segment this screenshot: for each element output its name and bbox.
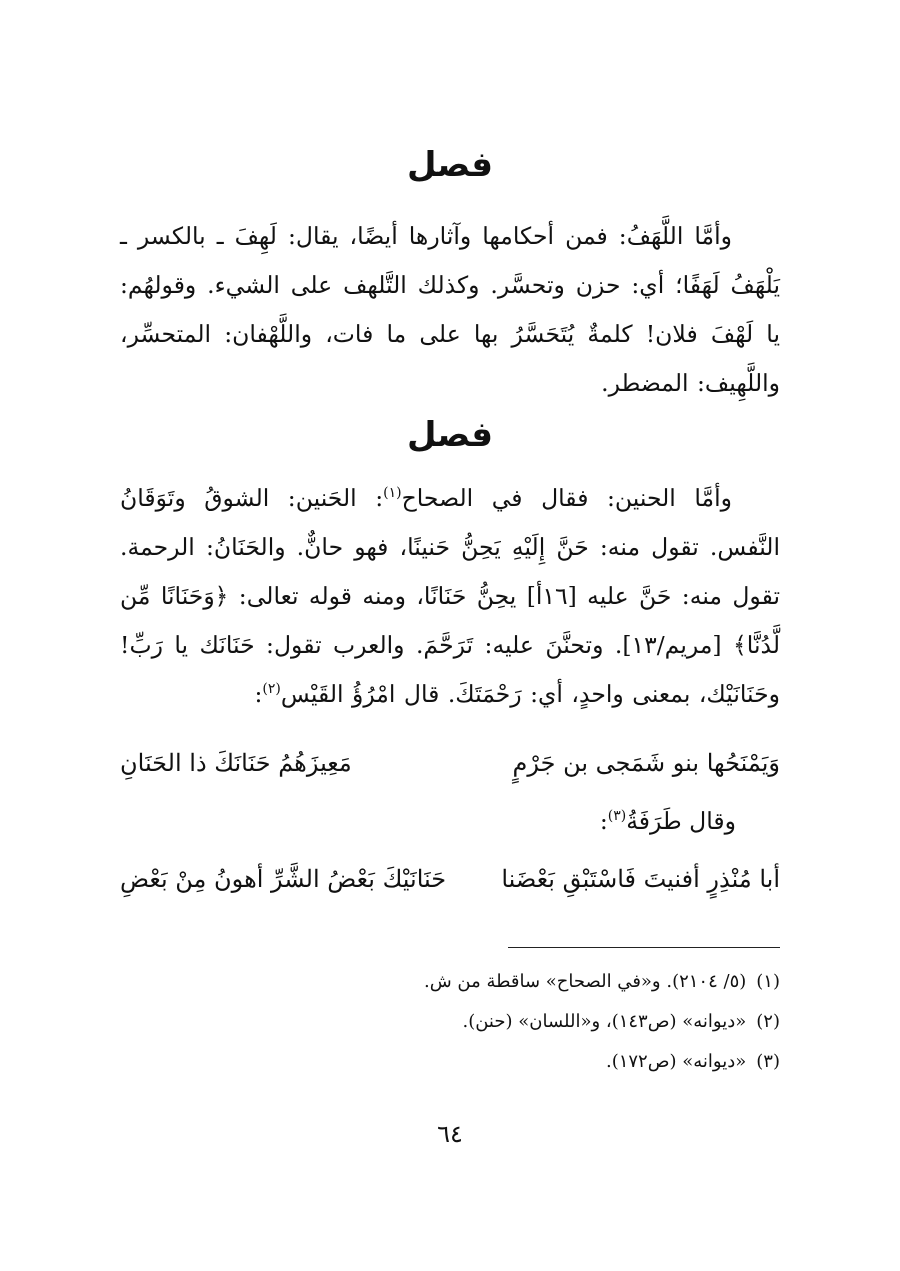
paragraph-lahaf: وأمَّا اللَّهَفُ: فمن أحكامها وآثارها أيضًا، يقال: لَهِفَ ـ بالكسر ـ يَلْهَفُ لَهَفًا؛ أي: حزن وتحسَّر. وكذلك التَّلهف على الشيء. وقولهُم: يا لَهْفَ فلان! كلمةٌ يُتَحَسَّرُ بها على ما فات، واللَّهْفان: المتحسِّر، واللَّهِيف: المضطر. [120, 222, 780, 397]
paragraph-haneen-main: وأمَّا الحنين: فقال في الصحاح [401, 484, 732, 512]
verse-2-intro [600, 796, 736, 846]
footnote-1 [120, 962, 780, 1002]
section-heading-2: فصل [406, 415, 494, 455]
footnote-2-text: «ديوانه» (ص١٤٣)، و«اللسان» (حنن). [462, 1011, 747, 1032]
footnote-1-text: (٥/ ٢١٠٤). و«في الصحاح» ساقطة من ش. [423, 971, 747, 992]
verse-1-first-hemistich: وَيَمْنَحُها بنو شَمَجى بن جَرْمٍ [512, 749, 780, 777]
footnote-ref-2: (٢) [262, 681, 281, 698]
paragraph-haneen [120, 474, 780, 719]
footnote-ref-3: (٣) [607, 808, 627, 825]
paragraph-haneen-end: : [254, 680, 263, 708]
page-number: ٦٤ [437, 1120, 463, 1148]
verse-imru-al-qays [120, 738, 780, 788]
footnote-3-text: «ديوانه» (ص١٧٢). [605, 1051, 747, 1072]
verse-tarafa [120, 854, 780, 904]
footnote-3 [120, 1042, 780, 1082]
footnote-1-number: (١) [756, 971, 780, 992]
footnote-3-number: (٣) [756, 1051, 780, 1072]
verse-2-first-hemistich: أبا مُنْذِرٍ أفنيتَ فَاسْتَبْقِ بَعْضَنا [501, 865, 780, 893]
footnote-2 [120, 1002, 780, 1042]
footnotes [120, 962, 780, 1082]
footnote-separator [508, 947, 780, 948]
verse-2-intro-end: : [599, 807, 608, 835]
paragraph-haneen-rest: : الحَنين: الشوقُ وتَوَقَانُ النَّفس. تقول منه: حَنَّ إِلَيْهِ يَحِنُّ حَنينًا، فهو حانٌّ. والحَنَانُ: الرحمة. تقول منه: حَنَّ عليه [١٦أ] يحِنُّ حَنَانًا، ومنه قوله تعالى: ﴿وَحَنَانًا مِّن لَّدُنَّا﴾ [مريم/١٣]. وتحنَّنَ عليه: تَرَحَّمَ. والعرب تقول: حَنَانَك يا رَبِّ! وحَنَانَيْك، بمعنى واحدٍ، أي: رَحْمَتَكَ. قال امْرُؤُ القَيْس [120, 484, 781, 708]
footnote-ref-1: (١) [383, 485, 402, 502]
verse-2-second-hemistich: حَنَانَيْكَ بَعْضُ الشَّرِّ أهونُ مِنْ بَعْضِ [120, 865, 447, 893]
verse-1-second-hemistich: مَعِيزَهُمُ حَنَانَكَ ذا الحَنَانِ [120, 749, 352, 777]
footnote-2-number: (٢) [756, 1011, 780, 1032]
section-heading-1: فصل [406, 145, 494, 185]
verse-2-intro-text: وقال طَرَفَةُ [626, 807, 736, 835]
